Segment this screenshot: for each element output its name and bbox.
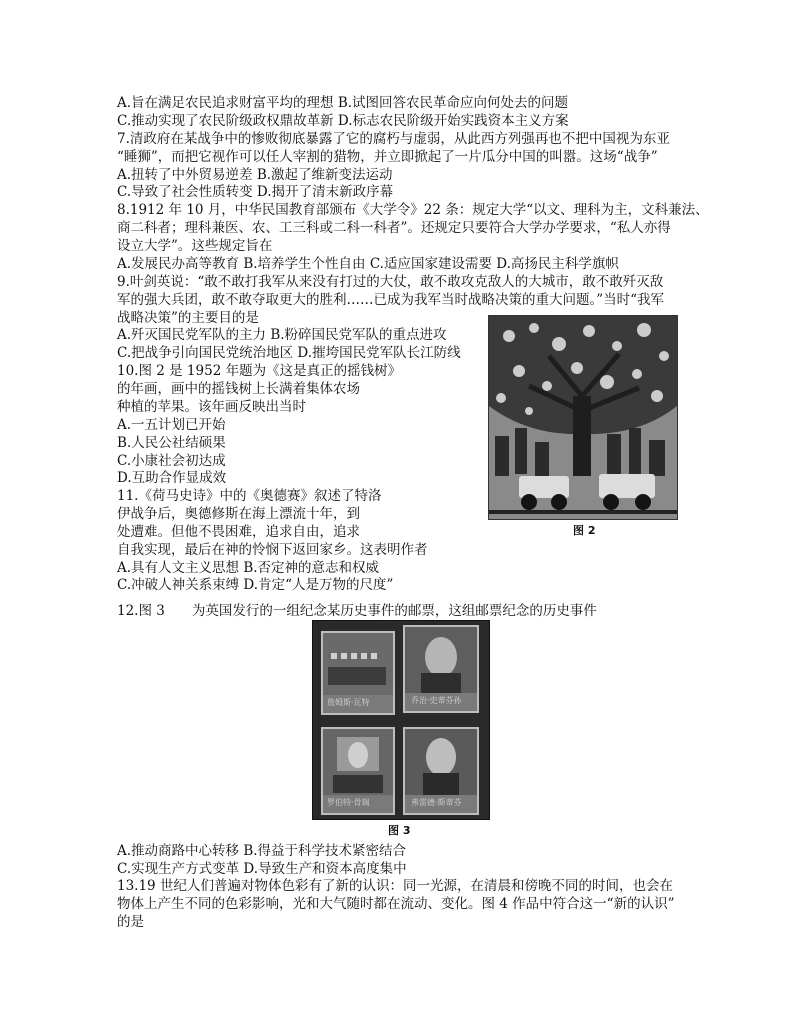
q10-option-d: D.互助合作显成效 — [117, 470, 227, 486]
figure-2-caption: 图 2 — [573, 524, 596, 537]
q10-stem-line1: 10.图 2 是 1952 年题为《这是真正的摇钱树》 — [117, 363, 402, 379]
q8-stem-line1: 8.1912 年 10 月，中华民国教育部颁布《大学令》22 条：规定大学“以文、理科为主，文科兼法、 — [117, 202, 709, 218]
q7-options-ab: A.扭转了中外贸易逆差 B.激起了维新变法运动 — [117, 167, 393, 183]
q10-option-a: A.一五计划已开始 — [117, 417, 226, 433]
q7-stem-line2: “睡狮”，而把它视作可以任人宰割的猎物，并立即掀起了一片瓜分中国的叫嚣。这场“战争” — [117, 149, 658, 165]
q10-stem-line3: 种植的苹果。该年画反映出当时 — [117, 399, 306, 415]
q10-option-b: B.人民公社结硕果 — [117, 435, 226, 451]
q8-options: A.发展民办高等教育 B.培养学生个性自由 C.适应国家建设需要 D.高扬民主科学旗帜 — [117, 256, 619, 272]
stamp-3-label: 罗伯特·骨瑞 — [327, 798, 370, 807]
stamp-3-picture — [323, 729, 393, 795]
stamp-2-label: 乔治·史蒂芬孙 — [411, 696, 462, 705]
stamp-2 — [403, 625, 479, 713]
q11-options-ab: A.具有人文主义思想 B.否定神的意志和权威 — [117, 560, 380, 576]
q9-stem-line3: 战略决策”的主要目的是 — [117, 310, 259, 326]
q12-options-ab: A.推动商路中心转移 B.得益于科学技术紧密结合 — [117, 843, 407, 859]
stamp-4 — [403, 727, 479, 815]
q7-stem-line1: 7.清政府在某战争中的惨败彻底暴露了它的腐朽与虚弱，从此西方列强再也不把中国视为东亚 — [117, 131, 670, 147]
stamp-1-picture — [323, 633, 393, 695]
stamp-3 — [321, 727, 395, 815]
q12-stem: 12.图 3 为英国发行的一组纪念某历史事件的邮票，这组邮票纪念的历史事件 — [117, 603, 597, 619]
stamp-1-label: 詹姆斯·瓦特 — [327, 698, 370, 707]
stamp-4-label: 弗雷德·斯蒂芬 — [411, 798, 462, 807]
q11-stem-line2: 伊战争后，奥德修斯在海上漂流十年，到 — [117, 506, 360, 522]
q9-options-ab: A.歼灭国民党军队的主力 B.粉碎国民党军队的重点进攻 — [117, 327, 447, 343]
q6-options-cd: C.推动实现了农民阶级政权鼎故革新 D.标志农民阶级开始实践资本主义方案 — [117, 113, 569, 129]
stamp-2-picture — [405, 627, 477, 693]
q13-stem-line3: 的是 — [117, 914, 144, 930]
q6-options-ab: A.旨在满足农民追求财富平均的理想 B.试图回答农民革命应向何处去的问题 — [117, 95, 569, 111]
q12-options-cd: C.实现生产方式变革 D.导致生产和资本高度集中 — [117, 861, 407, 877]
q7-options-cd: C.导致了社会性质转变 D.揭开了清末新政序幕 — [117, 184, 394, 200]
q9-options-cd: C.把战争引向国民党统治地区 D.摧垮国民党军队长江防线 — [117, 345, 461, 361]
q8-stem-line2: 商二科者；理科兼医、农、工三科或二科一科者”。还规定只要符合大学办学要求，“私人亦得 — [117, 220, 671, 236]
q13-stem-line1: 13.19 世纪人们普遍对物体色彩有了新的认识：同一光源，在清晨和傍晚不同的时间，也会在 — [117, 878, 673, 894]
q9-stem-line2: 军的强大兵团，敢不敢夺取更大的胜利……已成为我军当时战略决策的重大问题。”当时“我军 — [117, 292, 665, 308]
q11-options-cd: C.冲破人神关系束缚 D.肯定“人是万物的尺度” — [117, 577, 394, 593]
q11-stem-line4: 自我实现，最后在神的怜悯下返回家乡。这表明作者 — [117, 542, 428, 558]
q8-stem-line3: 设立大学”。这些规定旨在 — [117, 238, 273, 254]
figure-3-caption: 图 3 — [388, 824, 411, 837]
q10-option-c: C.小康社会初达成 — [117, 453, 226, 469]
q11-stem-line1: 11.《荷马史诗》中的《奥德赛》叙述了特洛 — [117, 488, 382, 504]
q9-stem-line1: 9.叶剑英说：“敢不敢打我军从来没有打过的大仗，敢不敢攻克敌人的大城市，敢不敢歼灭敌 — [117, 274, 664, 290]
money-tree-illustration — [489, 316, 677, 519]
figure-2-image — [488, 315, 678, 520]
stamp-1 — [321, 631, 395, 715]
figure-3-image — [312, 620, 490, 820]
q10-stem-line2: 的年画，画中的摇钱树上长满着集体农场 — [117, 381, 360, 397]
stamp-4-picture — [405, 729, 477, 795]
q11-stem-line3: 处遭难。但他不畏困难，追求自由，追求 — [117, 524, 360, 540]
q13-stem-line2: 物体上产生不同的色彩影响，光和大气随时都在流动、变化。图 4 作品中符合这一“新的认识” — [117, 896, 675, 912]
